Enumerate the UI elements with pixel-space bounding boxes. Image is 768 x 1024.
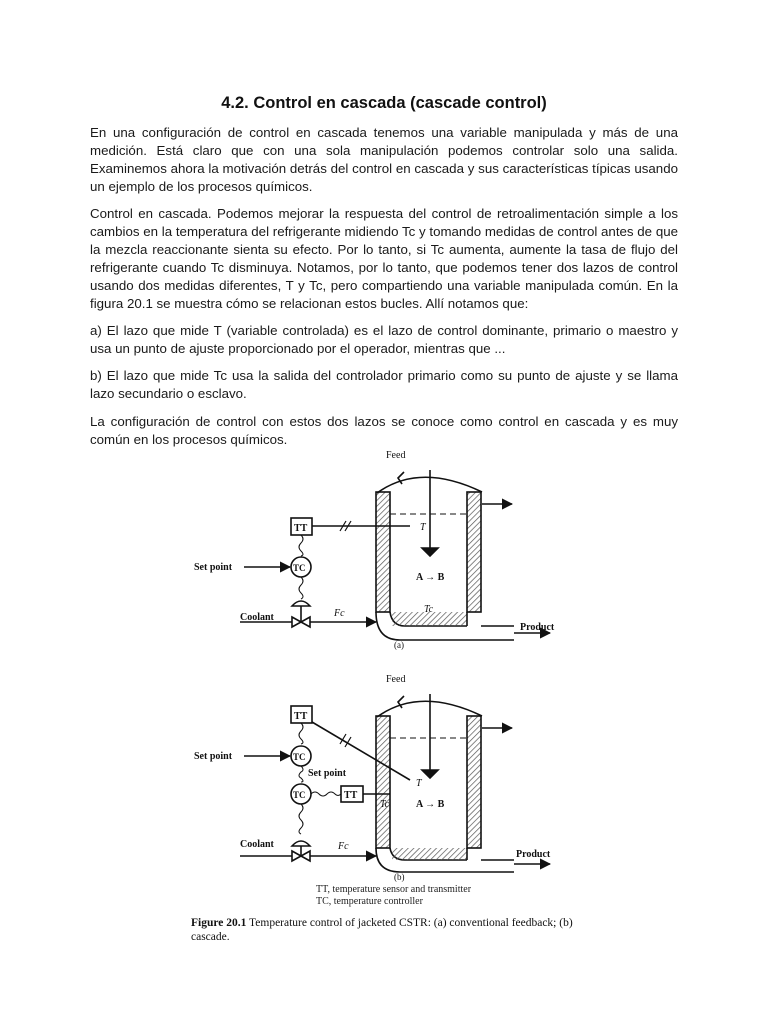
tt-top-label-b: TT xyxy=(294,711,308,722)
tc-label-a: TC xyxy=(293,563,306,573)
coolant-label-a: Coolant xyxy=(240,612,274,623)
tc-top-label-b: TC xyxy=(293,752,306,762)
tt-label-a: TT xyxy=(294,523,308,534)
t-label-a: T xyxy=(420,522,426,533)
setpoint-inner-label-b: Set point xyxy=(308,768,347,779)
figure-legend xyxy=(316,884,471,908)
diagram-b xyxy=(194,674,551,882)
paragraph-conclusion: La configuración de control con estos dos lazos se conoce como control en cascada y es muy común en los procesos químicos. xyxy=(90,414,678,447)
fc-label-a: Fc xyxy=(334,608,345,619)
setpoint-label-b: Set point xyxy=(194,751,233,762)
tc-var-label-b: Tc xyxy=(380,799,390,810)
reaction-label-b: A → B xyxy=(416,799,445,810)
section-title: 4.2. Control en cascada (cascade control) xyxy=(221,94,547,112)
figure-caption-number: Figure 20.1 xyxy=(191,917,247,929)
figure-label-a: (a) xyxy=(394,640,404,650)
figure-caption xyxy=(191,916,591,944)
paragraph-intro: En una configuración de control en cascada tenemos una variable manipulada y más de una medición. Está claro que con una sola manipulación podemos controlar solo una salida. Examinemos ahora la motivación detrás del control en cascada y sus características típicas usando un ejemplo de los procesos químicos. xyxy=(90,125,678,194)
product-label-a: Product xyxy=(520,622,555,633)
product-label-b: Product xyxy=(516,849,551,860)
t-label-b: T xyxy=(416,778,422,789)
paragraph-secondary-loop: b) El lazo que mide Tc usa la salida del controlador primario como su punto de ajuste y se llama lazo secundario o esclavo. xyxy=(90,368,678,401)
paragraph-primary-loop: a) El lazo que mide T (variable controlada) es el lazo de control dominante, primario o maestro y usa un punto de ajuste proporcionado por el operador, mientras que ... xyxy=(90,323,678,356)
coolant-label-b: Coolant xyxy=(240,839,274,850)
feed-label-a: Feed xyxy=(386,450,406,461)
reaction-label-a: A → B xyxy=(416,572,445,583)
diagram-a xyxy=(194,450,555,650)
tc-var-label-a: Tc xyxy=(424,604,434,615)
legend-tc: TC, temperature controller xyxy=(316,896,423,907)
figure-caption-text: Temperature control of jacketed CSTR: (a) conventional feedback; (b) cascade. xyxy=(191,917,573,943)
legend-tt: TT, temperature sensor and transmitter xyxy=(316,884,472,895)
figure-label-b: (b) xyxy=(394,872,405,882)
feed-label-b: Feed xyxy=(386,674,406,685)
fc-label-b: Fc xyxy=(338,841,349,852)
tt-right-label-b: TT xyxy=(344,790,358,801)
setpoint-label-a: Set point xyxy=(194,562,233,573)
tc-bottom-label-b: TC xyxy=(293,790,306,800)
paragraph-cascade: Control en cascada. Podemos mejorar la respuesta del control de retroalimentación simple a los cambios en la temperatura del refrigerante midiendo Tc y tomando medidas de control antes de que la mezcla reaccionante sienta su efecto. Por lo tanto, si Tc aumenta, aumente la tasa de flujo del refrigerante cuando Tc disminuya. Notamos, por lo tanto, que podemos tener dos lazos de control usando dos medidas diferentes, T y Tc, pero compartiendo una variable manipulada común. En la figura 20.1 se muestra cómo se relacionan estos bucles. Allí notamos que: xyxy=(90,206,678,311)
